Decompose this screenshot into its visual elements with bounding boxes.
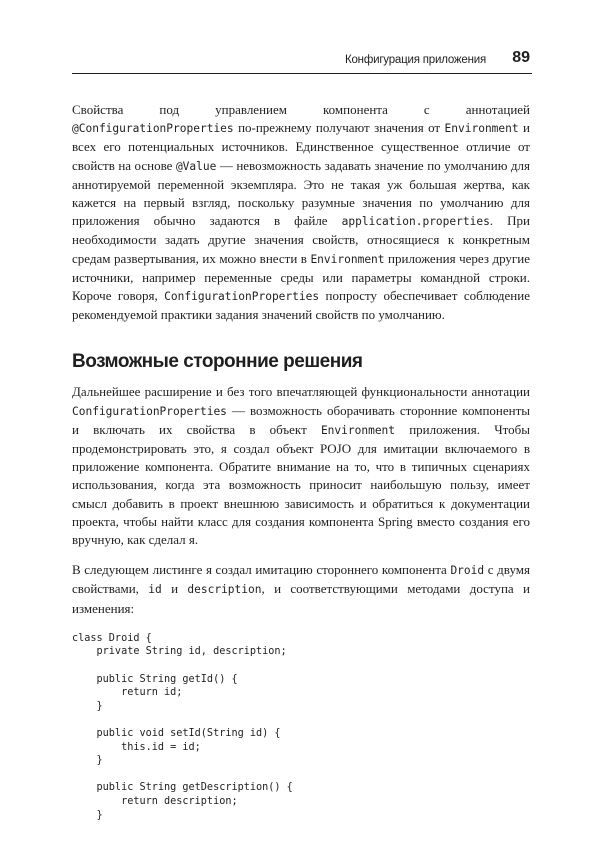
paragraph-text: Свойства под управлением компонента с аннотацией (72, 102, 530, 117)
section-title: Возможные сторонние решения (72, 351, 363, 373)
paragraph-text: В следующем листинге я создал имитацию стороннего компонента (72, 562, 451, 578)
paragraph-text: приложения через другие источники, например переменные среды или параметры командной строки. Короче говоря, (72, 250, 530, 304)
paragraph-text: по-прежнему получают значения от (233, 120, 445, 136)
paragraph-text: попросту обеспечивает соблюдение рекомендуемой практики задания значений свойств по умолчанию. (72, 288, 530, 323)
running-title: Конфигурация приложения (344, 54, 486, 66)
inline-code: Environment (444, 122, 519, 136)
inline-code: Environment (310, 252, 385, 266)
paragraph-text: приложения. Чтобы продемонстрировать это, я создал объект POJO для имитации включаемого в приложение компонента. Обратите внимание на то, что в типичных сценариях использования, когда эта возможность приносит наибольшую пользу, имеет смысл добавить в проект внешнюю зависимость и обратиться к документации проекта, чтобы найти класс для создания компонента Spring вместо создания его вручную, как сделал я. (72, 421, 530, 548)
paragraph-text: и всех его потенциальных источников. Единственное существенное отличие от свойств на основе (72, 120, 530, 173)
paragraph-text: и (161, 581, 188, 597)
paragraph-text: — невозможность задавать значение по умолчанию для аннотируемой переменной экземпляра. Это не такая уж большая жертва, как кажется на первый взгляд, поскольку разумные значения по умолчанию для приложения обычно задаются в файле (72, 157, 530, 229)
inline-code: ConfigurationProperties (72, 404, 227, 418)
page-header (72, 49, 532, 74)
body-paragraph (72, 101, 530, 324)
inline-code: ConfigurationProperties (164, 290, 320, 304)
inline-code: description (187, 583, 262, 597)
intro-section (72, 101, 530, 324)
body-paragraph (72, 561, 530, 618)
paragraph-text: . При необходимости задать другие значения свойств, относящиеся к конкретным средам развертывания, их можно внести в (72, 213, 530, 266)
paragraph-text: с двумя свойствами, (72, 562, 530, 597)
paragraph-text: — возможность оборачивать сторонние компоненты и включать их свойства в объект (72, 402, 530, 437)
section-body (72, 383, 530, 617)
code-listing: class Droid { private String id, description; public String getId() { return id; } public void setId(String id) { this.id = id; } public String getDescription() { return description; } (72, 632, 293, 821)
paragraph-text: Дальнейшее расширение и без того впечатляющей функциональности аннотации (72, 384, 530, 400)
paragraph-text: , и соответствующими методами доступа и изменения: (72, 581, 530, 616)
inline-code: Environment (320, 423, 396, 437)
body-paragraph (72, 383, 530, 549)
inline-code: @ConfigurationProperties (72, 122, 234, 136)
inline-code: @Value (175, 159, 217, 173)
inline-code: Droid (450, 564, 485, 578)
inline-code: application.properties (341, 215, 490, 229)
page-content (72, 101, 530, 822)
page-number: 89 (512, 49, 530, 66)
inline-code: id (148, 583, 162, 597)
